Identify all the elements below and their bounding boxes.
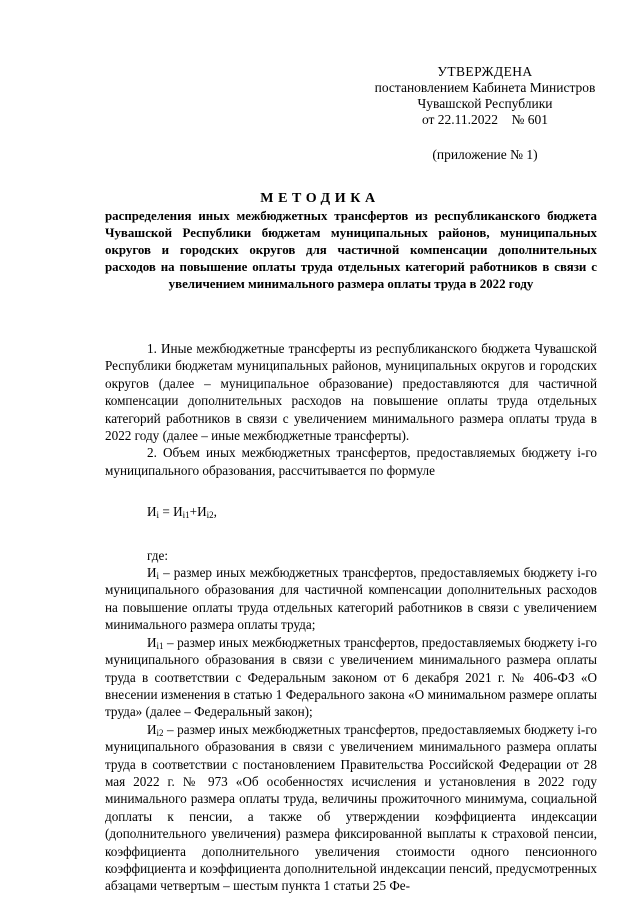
definition-3-symbol: И xyxy=(147,721,157,737)
formula-term-1: И xyxy=(173,504,183,520)
approval-stamp xyxy=(360,64,610,163)
where-label: где: xyxy=(147,547,168,563)
appendix-label: (приложение № 1) xyxy=(432,147,538,162)
definition-1-text: – размер иных межбюджетных трансфертов, предоставляемых бюджету i-го муниципального образования для частичной компенсации дополнительных расходов на повышение оплаты труда отдельных категорий работников в связи с увеличением минимального размера оплаты труда; xyxy=(105,565,597,633)
formula-equals: = xyxy=(159,504,174,520)
definition-2-sub: i1 xyxy=(156,640,164,651)
approval-date-number: от 22.11.2022 № 601 xyxy=(421,112,549,127)
approval-title: УТВЕРЖДЕНА xyxy=(437,64,533,79)
definition-1-symbol: И xyxy=(147,565,157,581)
formula-lhs-sub: i xyxy=(156,510,160,521)
definition-3-sub: i2 xyxy=(156,727,164,738)
formula-end: , xyxy=(213,504,217,520)
formula-term-2: И xyxy=(197,504,207,520)
formula-plus: + xyxy=(189,504,198,520)
approval-republic: Чувашской Республики xyxy=(417,96,553,111)
formula-term-2-sub: i2 xyxy=(206,510,214,521)
definition-3 xyxy=(105,721,597,895)
definition-2-text: – размер иных межбюджетных трансфертов, предоставляемых бюджету i-го муниципального образования в связи с увеличением минимального размера оплаты труда в соответствии с Федеральным законом от 6 декабря 2021 г. № 406-ФЗ «О внесении изменения в статью 1 Федерального закона «О минимальном размере оплаты труда» (далее – Федеральный закон); xyxy=(105,634,597,720)
document-body xyxy=(105,340,597,895)
paragraph-2: 2. Объем иных межбюджетных трансфертов, предоставляемых бюджету i-го муниципального образования, рассчитывается по формуле xyxy=(105,445,597,478)
document-title: МЕТОДИКА xyxy=(260,191,380,206)
formula-term-1-sub: i1 xyxy=(182,510,190,521)
formula xyxy=(105,503,597,520)
approval-authority: постановлением Кабинета Министров xyxy=(374,80,596,95)
definition-2-symbol: И xyxy=(147,634,157,650)
document-subtitle: распределения иных межбюджетных трансфертов из республиканского бюджета Чувашской Республики бюджетам муниципальных районов, муниципальных округов и городских округов для частичной компенсации дополнительных расходов на повышение оплаты труда отдельных категорий работников в связи с увеличением минимального размера оплаты труда в 2022 году xyxy=(105,209,597,292)
definition-3-text: – размер иных межбюджетных трансфертов, предоставляемых бюджету i-го муниципального образования в связи с увеличением минимального размера оплаты труда в соответствии с постановлением Правительства Российской Федерации от 28 мая 2022 г. № 973 «Об особенностях исчисления и установления в 2022 году минимального размера оплаты труда, величины прожиточного минимума, социальной доплаты к пенсии, а также об утверждении коэффициента индексации (дополнительного увеличения) размера фиксированной выплаты к страховой пенсии, коэффициента дополнительного увеличения стоимости одного пенсионного коэффициента и коэффициента дополнительной индексации пенсий, предусмотренных абзацами четвертым – шестым пункта 1 статьи 25 Фе- xyxy=(105,721,597,894)
formula-lhs: И xyxy=(147,504,157,520)
definition-1 xyxy=(105,564,597,634)
definition-1-sub: i xyxy=(156,571,160,582)
paragraph-1: 1. Иные межбюджетные трансферты из республиканского бюджета Чувашской Республики бюджетам муниципальных районов, муниципальных округов и городских округов (далее – муниципальное образование) предоставляются для частичной компенсации дополнительных расходов на повышение оплаты труда отдельных категорий работников в связи с увеличением минимального размера оплаты труда в 2022 году (далее – иные межбюджетные трансферты). xyxy=(105,341,597,444)
definition-2 xyxy=(105,634,597,721)
